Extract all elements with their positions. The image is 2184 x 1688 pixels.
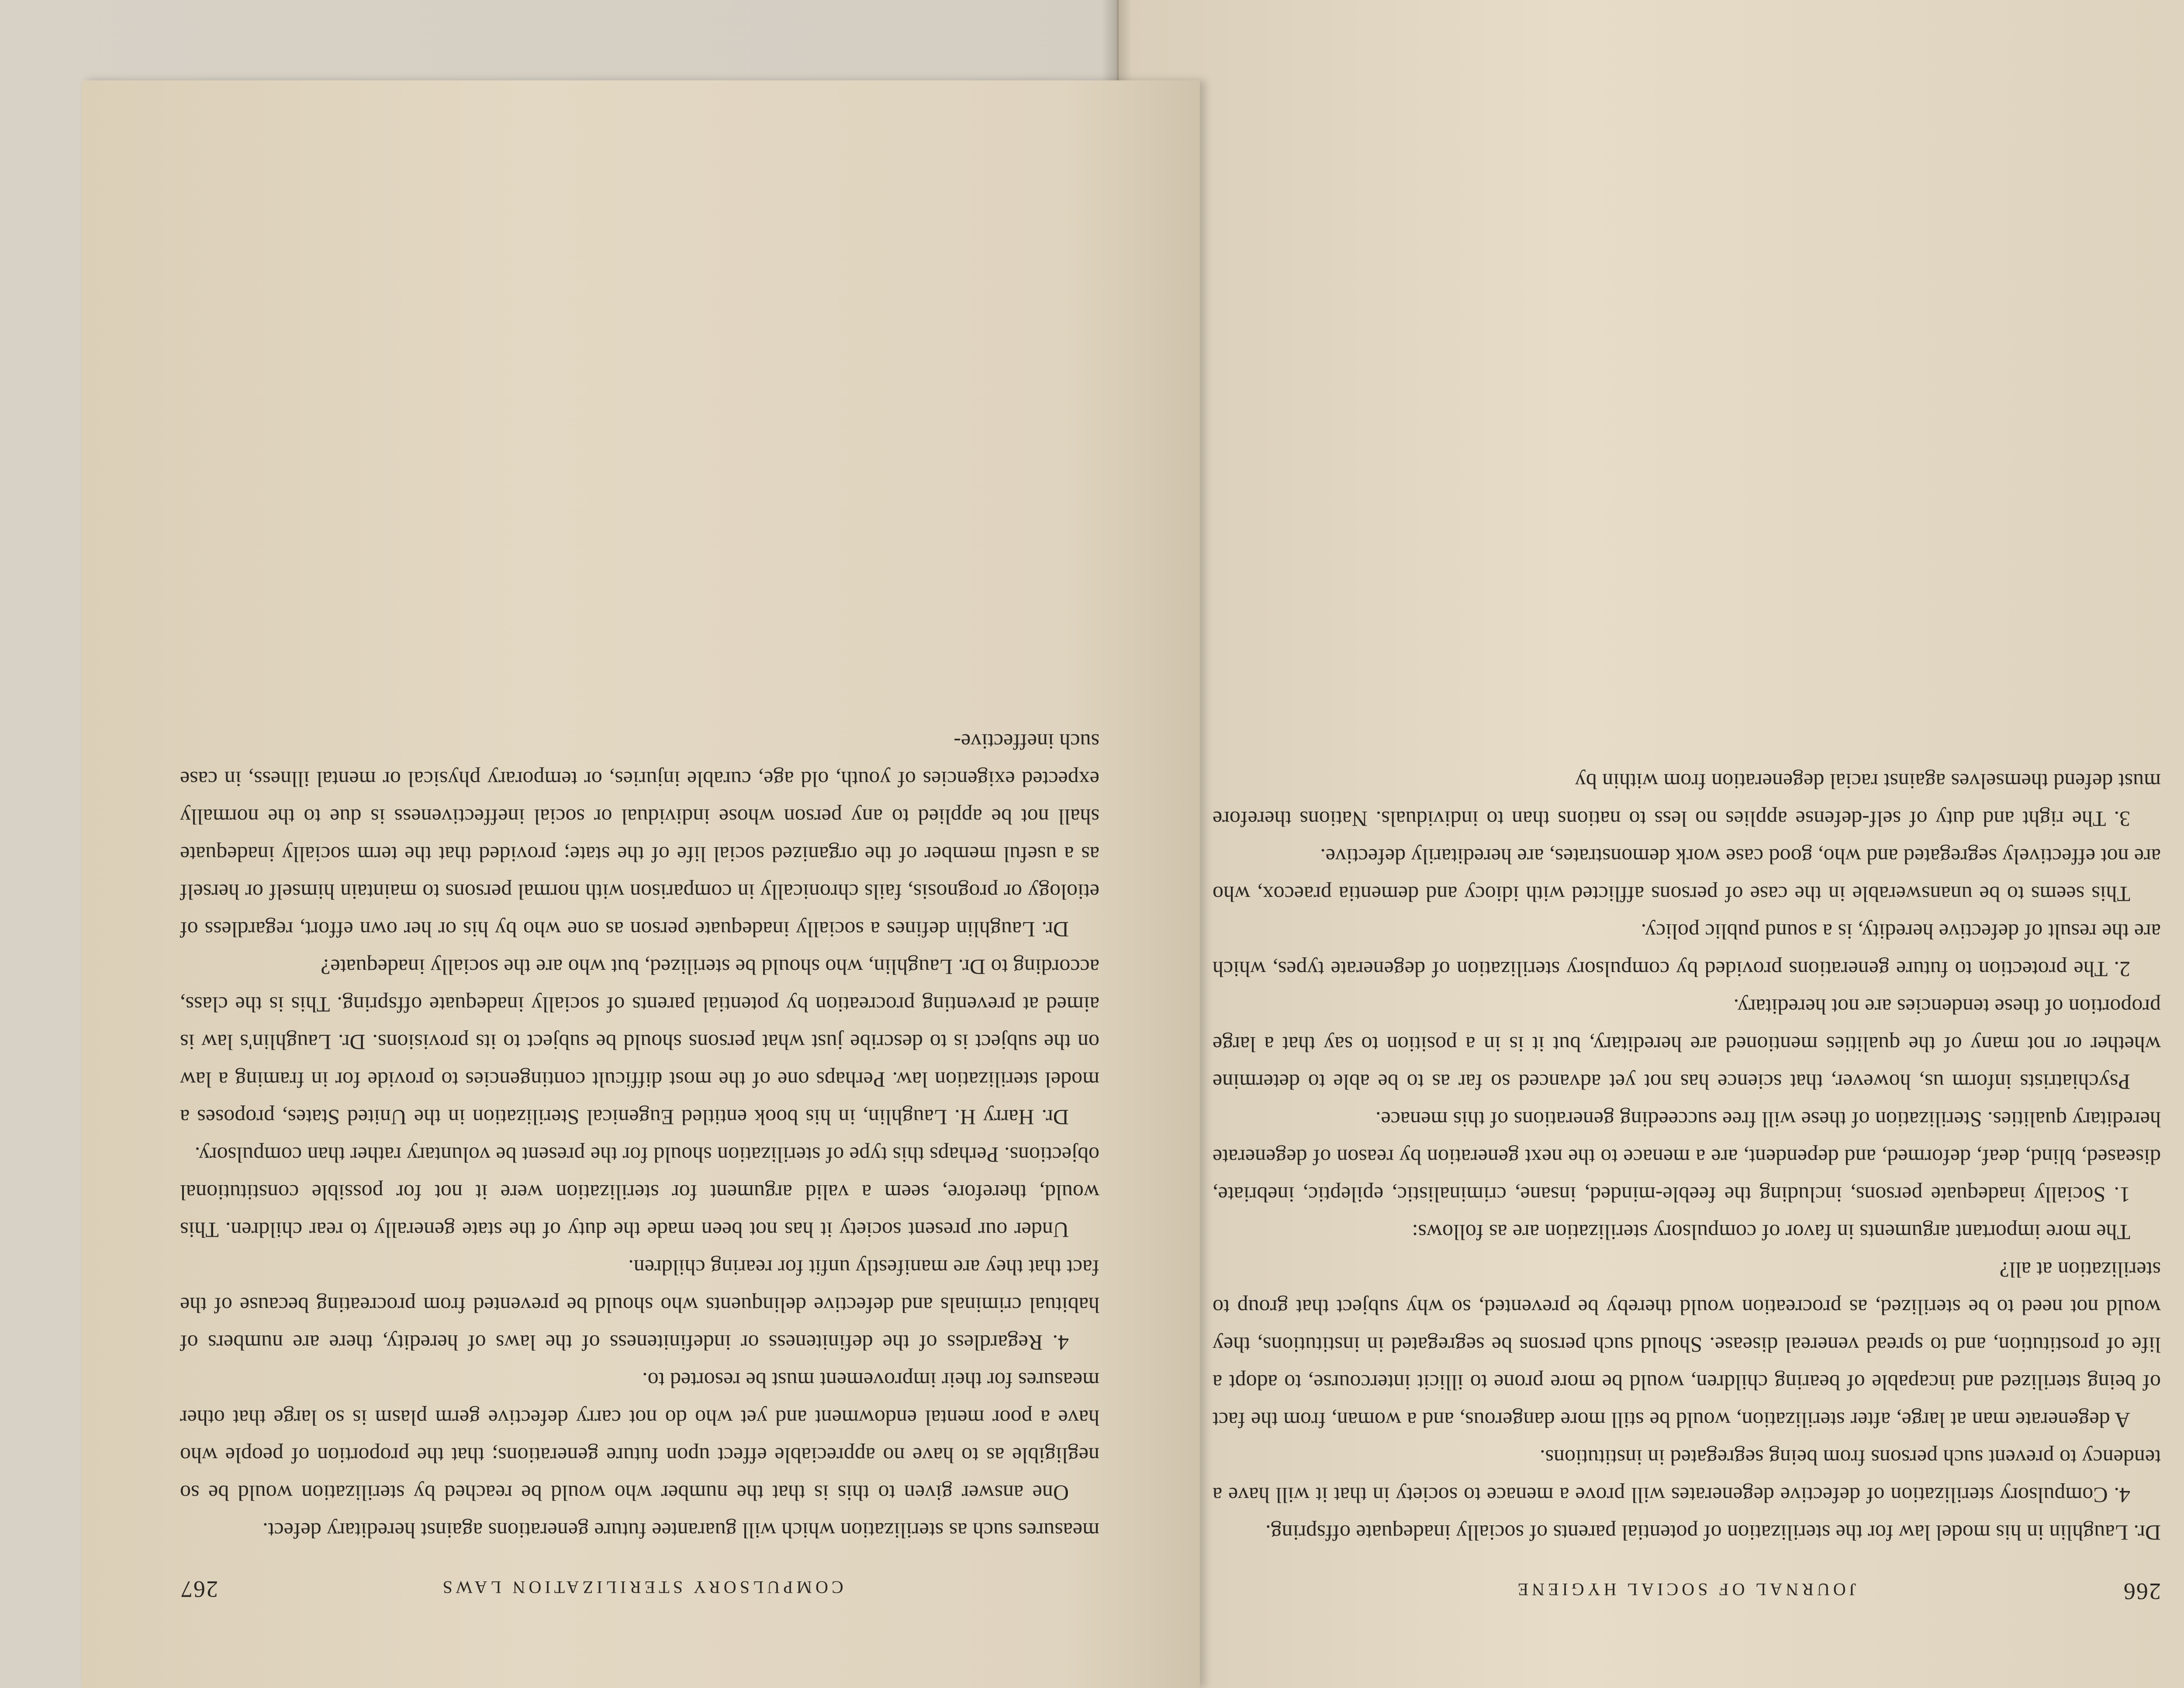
page-header [180,1576,1099,1603]
paragraph: Dr. Laughlin defines a socially inadequate person as one who by his or her own effort, regardless of etiology or prognosis, fails chronically in comparison with normal persons to maintain himself or herself as a useful member of the organized social life of the state; provided that the term socially inadequate shall not be applied to any person whose individual or social ineffectiveness is due to the normally expected exigencies of youth, old age, curable injuries, or temporary physical or mental illness, in case such ineffective- [180,730,1099,942]
paragraph: A degenerate man at large, after sterilization, would be still more dangerous, and a woman, from the fact of being sterilized and incapable of bearing children, would be more prone to illicit intercourse, to adopt a life of prostitution, and to spread venereal disease. Should such persons be segregated in institutions, they would not need to be sterilized, as procreation would thereby be prevented, so why subject that group to sterilization at all? [1213,1258,2161,1432]
running-title: COMPULSORY STERILIZATION LAWS [439,1577,843,1597]
paragraph: One answer given to this is that the number who would be reached by sterilization would be so negligible as to have no appreciable effect upon future generations; that the proportion of people who have a poor mental endowment and yet who do not carry defective germ plasm is so large that other measures for their improvement must be resorted to. [180,1368,1099,1505]
page-266 [1117,0,2184,1688]
page-267 [82,80,1200,1688]
paragraph: Dr. Harry H. Laughlin, in his book entitled Eugenical Sterilization in the United States, proposes a model sterilization law. Perhaps one of the most difficult contingencies to provide for in framing a law on the subject is to describe just what persons should be subject to its provisions. Dr. Laughlin's law is aimed at preventing procreation by potential parents of socially inadequate offspring. This is the class, according to Dr. Laughlin, who should be sterilized, but who are the socially inadequate? [180,955,1099,1130]
paragraph: Dr. Laughlin in his model law for the sterilization of potential parents of socially inadequate offspring. [1265,1521,2161,1545]
paragraph: Under our present society it has not been made the duty of the state generally to rear children. This would, therefore, seem a valid argument for sterilization were it not for possible constitutional objections. Perhaps this type of sterilization should for the present be voluntary rather than compulsory. [180,1143,1099,1242]
paragraph: 4. Regardless of the definiteness or indefiniteness of the laws of heredity, there are numbers of habitual criminals and defective delinquents who should be prevented from procreating because of the fact that they are manifestly unfit for rearing children. [180,1256,1099,1355]
paragraph: The more important arguments in favor of compulsory sterilization are as follows: [1412,1220,2130,1245]
paragraph: 2. The protection to future generations provided by compulsory sterilization of degenerate types, which are the result of defective heredity, is a sound public policy. [1213,920,2161,982]
running-title: JOURNAL OF SOCIAL HYGIENE [1514,1580,1856,1599]
paragraph: 1. Socially inadequate persons, including the feeble-minded, insane, criminalistic, epileptic, inebriate, diseased, blind, deaf, deformed, and dependent, are a menace to the next generation by reason of degenerate hereditary qualities. Sterilization of these will free succeeding generations of this menace. [1213,1107,2161,1207]
page-header [1213,1578,2161,1605]
paragraph: Psychiatrists inform us, however, that science has not yet advanced so far as to be able to determine whether or not many of the qualities mentioned are hereditary, but it is in a position to say that a large proportion of these tendencies are not hereditary. [1213,995,2161,1094]
page-number: 267 [180,1576,218,1602]
page-number: 266 [2123,1578,2161,1605]
paragraph: 4. Compulsory sterilization of defective degenerates will prove a menace to society in that it will have a tendency to prevent such persons from being segregated in institutions. [1213,1446,2161,1508]
paragraph: This seems to be unanswerable in the case of persons afflicted with idiocy and dementia praecox, who are not effectively segregated and who, good case work demonstrates, are hereditarily defective. [1213,844,2161,906]
paragraph: measures such as sterilization which will guarantee future generations against hereditary defect. [263,1519,1099,1543]
paragraph: 3. The right and duty of self-defense applies no less to nations than to individuals. Nations therefore must defend themselves against racial degeneration from within by [1213,769,2161,831]
